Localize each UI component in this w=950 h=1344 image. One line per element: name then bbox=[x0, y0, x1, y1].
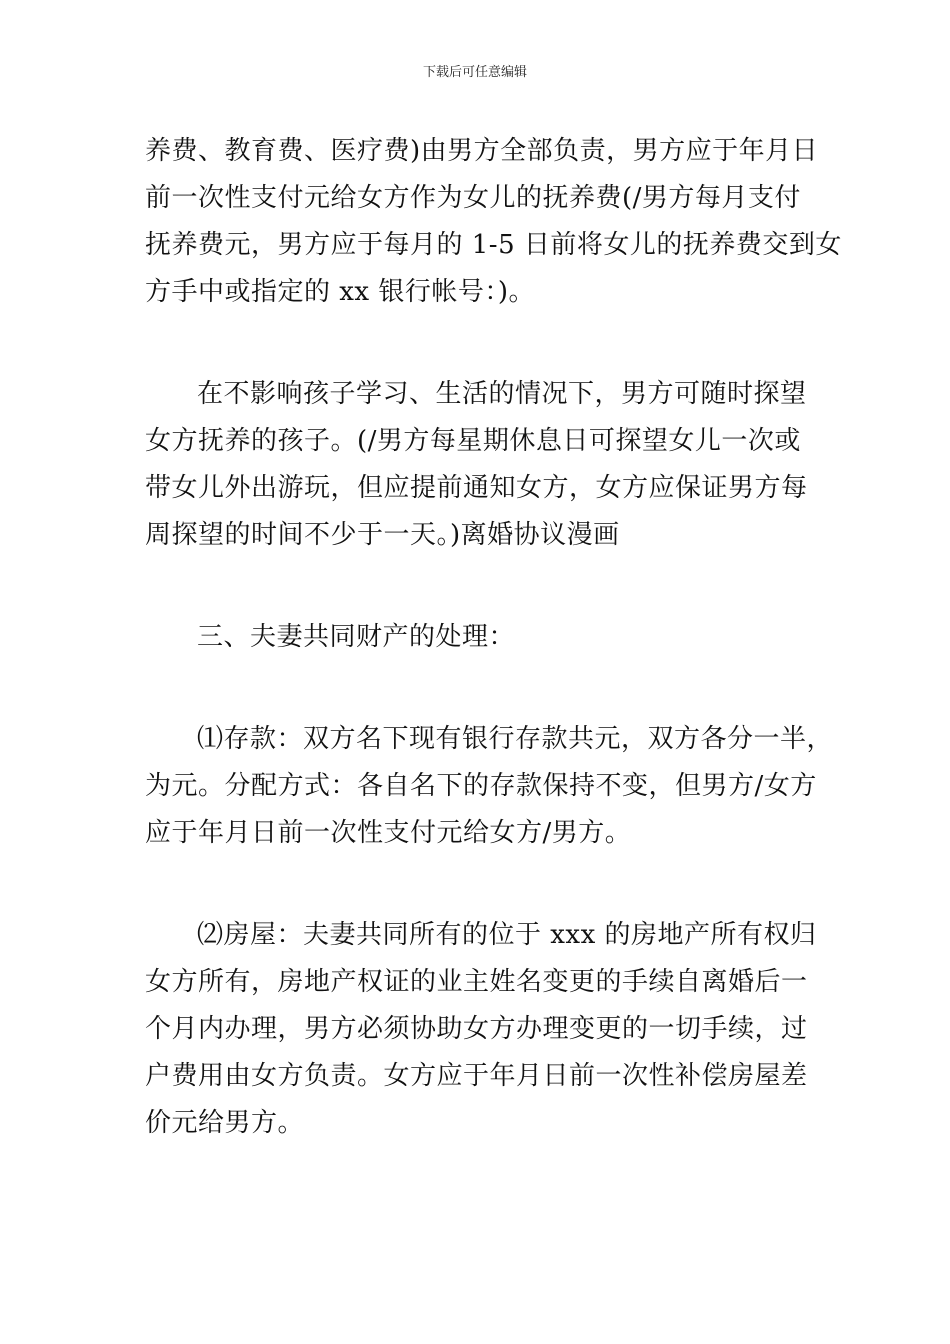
document-body bbox=[145, 128, 842, 1147]
paragraph-deposits bbox=[145, 716, 834, 857]
text-line: 个月内办理，男方必须协助女方办理变更的一切手续，过 bbox=[145, 1014, 808, 1044]
text-line: 前一次性支付元给女方作为女儿的抚养费(/男方每月支付 bbox=[145, 183, 801, 213]
paragraph-spacer bbox=[145, 559, 810, 614]
paragraph-spacer bbox=[145, 857, 810, 912]
paragraph-visitation bbox=[145, 371, 810, 559]
text-line: 户费用由女方负责。女方应于年月日前一次性补偿房屋差 bbox=[145, 1061, 808, 1091]
paragraph-spacer bbox=[145, 661, 810, 716]
paragraph-child-support bbox=[145, 128, 842, 316]
text-line: ⑴存款：双方名下现有银行存款共元，双方各分一半， bbox=[197, 724, 834, 754]
text-line: 应于年月日前一次性支付元给女方/男方。 bbox=[145, 818, 632, 848]
text-line: 养费、教育费、医疗费)由男方全部负责，男方应于年月日 bbox=[145, 136, 819, 166]
text-line: ⑵房屋：夫妻共同所有的位于 xxx 的房地产所有权归 bbox=[197, 920, 817, 950]
section-heading-property bbox=[145, 614, 810, 661]
paragraph-house bbox=[145, 912, 817, 1147]
text-line: 三、夫妻共同财产的处理： bbox=[197, 622, 516, 652]
text-line: 周探望的时间不少于一天。)离婚协议漫画 bbox=[145, 520, 620, 550]
text-line: 抚养费元，男方应于每月的 1-5 日前将女儿的抚养费交到女 bbox=[145, 230, 842, 260]
text-line: 为元。分配方式：各自名下的存款保持不变，但男方/女方 bbox=[145, 771, 817, 801]
text-line: 女方所有，房地产权证的业主姓名变更的手续自离婚后一 bbox=[145, 967, 808, 997]
page-header: 下载后可任意编辑 bbox=[422, 65, 527, 80]
paragraph-spacer bbox=[145, 316, 810, 371]
text-line: 在不影响孩子学习、生活的情况下，男方可随时探望 bbox=[197, 379, 807, 409]
text-line: 价元给男方。 bbox=[145, 1108, 305, 1138]
text-line: 方手中或指定的 xx 银行帐号：)。 bbox=[145, 277, 535, 307]
text-line: 女方抚养的孩子。(/男方每星期休息日可探望女儿一次或 bbox=[145, 426, 801, 456]
text-line: 带女儿外出游玩，但应提前通知女方，女方应保证男方每 bbox=[145, 473, 808, 503]
